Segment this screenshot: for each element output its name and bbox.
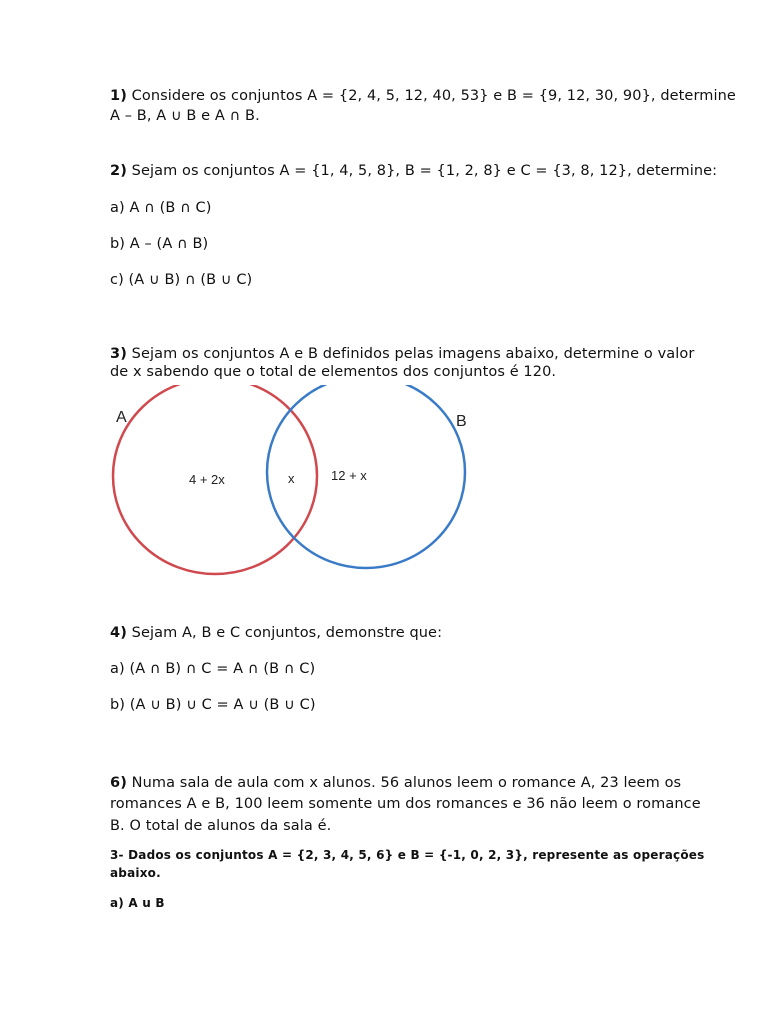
q2-text-1: Sejam os conjuntos A = {1, 4, 5, 8}, B = {1, 2, 8} e C = {3, 8, 12}, determine: [131, 163, 718, 179]
q1-text-1: Considere os conjuntos A = {2, 4, 5, 12, 40, 53} e B = {9, 12, 30, 90}, determine [131, 88, 736, 104]
q4-line1 [110, 625, 442, 641]
q4-item-a: a) (A ∩ B) ∩ C = A ∩ (B ∩ C) [110, 661, 316, 677]
q6-line3: B. O total de alunos da sala é. [110, 818, 332, 834]
q4-item-b: b) (A ∪ B) ∪ C = A ∪ (B ∪ C) [110, 697, 316, 713]
region-b-only: 12 + x [331, 468, 367, 483]
q6-line2: romances A e B, 100 leem somente um dos romances e 36 não leem o romance [110, 796, 701, 812]
q6-line1 [110, 775, 681, 791]
set-a-label: A [116, 409, 127, 426]
q2-item-b: b) A – (A ∩ B) [110, 236, 209, 252]
q6-number: 6) [110, 775, 127, 791]
set-b-label: B [456, 413, 467, 430]
q3-number: 3) [110, 346, 127, 362]
q2-item-a: a) A ∩ (B ∩ C) [110, 200, 212, 216]
q3b-line1: 3- Dados os conjuntos A = {2, 3, 4, 5, 6} e B = {-1, 0, 2, 3}, represente as operações [110, 848, 705, 862]
q1-number: 1) [110, 88, 127, 104]
q4-text-1: Sejam A, B e C conjuntos, demonstre que: [131, 625, 443, 641]
q1-line1 [110, 88, 736, 104]
q2-item-c: c) (A ∪ B) ∩ (B ∪ C) [110, 272, 253, 288]
q2-number: 2) [110, 163, 127, 179]
q1-line2: A – B, A ∪ B e A ∩ B. [110, 108, 260, 124]
q3-line2: de x sabendo que o total de elementos dos conjuntos é 120. [110, 364, 557, 380]
q3b-line2: abaixo. [110, 866, 161, 880]
q3b-item-a: a) A u B [110, 896, 165, 910]
region-a-only: 4 + 2x [189, 472, 225, 487]
venn-diagram [108, 385, 480, 585]
region-intersection: x [288, 471, 295, 486]
q3-line1 [110, 346, 694, 362]
q6-text-1: Numa sala de aula com x alunos. 56 alunos leem o romance A, 23 leem os [131, 775, 682, 791]
q3-text-1: Sejam os conjuntos A e B definidos pelas imagens abaixo, determine o valor [131, 346, 695, 362]
q2-line1 [110, 163, 717, 179]
q4-number: 4) [110, 625, 127, 641]
